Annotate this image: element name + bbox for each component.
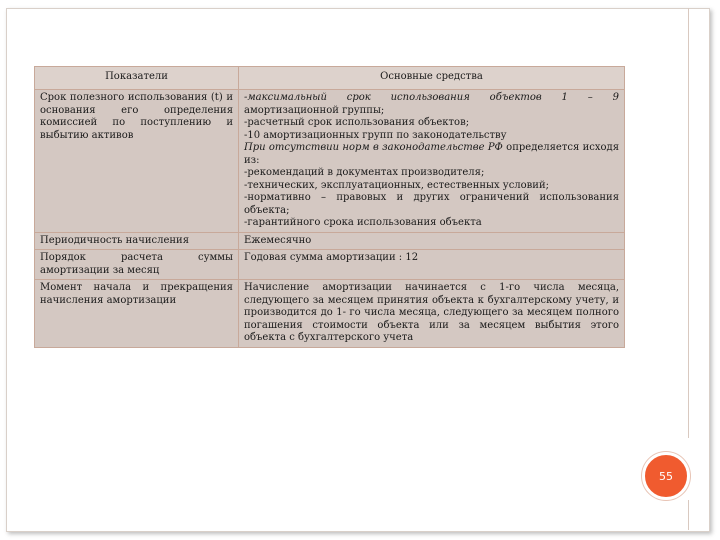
value-line-italic: При отсутствии норм в законодательстве РФ [244, 142, 503, 153]
row-start-end-value: Начисление амортизации начинается с 1-го числа месяца, следующего за месяцем принятия объекта к бухгалтерскому учету, и производится до 1- го числа месяца, следующего за месяцем полного погашения стоимости объекта или за месяцем выбытия этого объекта с бухгалтерского учета [239, 280, 625, 348]
value-line: -максимальный срок использования объектов 1 – 9 [244, 92, 619, 103]
value-line: -нормативно – правовых и других ограничений использования объекта; [244, 192, 619, 216]
value-line: -гарантийного срока использования объекта [244, 217, 482, 228]
row-frequency-value: Ежемесячно [239, 232, 625, 250]
row-useful-life-value [239, 90, 625, 233]
row-calculation-indicator: Порядок расчета суммы амортизации за месяц [35, 250, 239, 280]
header-fixed-assets: Основные средства [239, 67, 625, 90]
table-row [35, 232, 625, 250]
table-header-row [35, 67, 625, 90]
value-line: -10 амортизационных групп по законодательству [244, 129, 507, 141]
right-divider-line-bottom [688, 500, 689, 530]
table-row [35, 250, 625, 280]
value-line: -расчетный срок использования объектов; [244, 117, 470, 128]
value-line: -технических, эксплуатационных, естественных условий; [244, 179, 549, 191]
value-line: -рекомендаций в документах производителя; [244, 167, 485, 178]
value-line-continuation: определяется исходя из: [244, 142, 619, 166]
row-useful-life-indicator: Срок полезного использования (t) и основания его определения комиссией по поступлению и выбытию активов [35, 90, 239, 233]
page-number-badge: 55 [642, 452, 690, 500]
header-indicators: Показатели [35, 67, 239, 90]
row-start-end-indicator: Момент начала и прекращения начисления амортизации [35, 280, 239, 348]
depreciation-table [34, 66, 625, 348]
table-row [35, 280, 625, 348]
value-line: амортизационной группы; [244, 104, 385, 116]
value-line [244, 142, 619, 167]
row-frequency-indicator: Периодичность начисления [35, 232, 239, 250]
table-row [35, 90, 625, 233]
right-divider-line [688, 8, 689, 438]
row-calculation-value: Годовая сумма амортизации : 12 [239, 250, 625, 280]
